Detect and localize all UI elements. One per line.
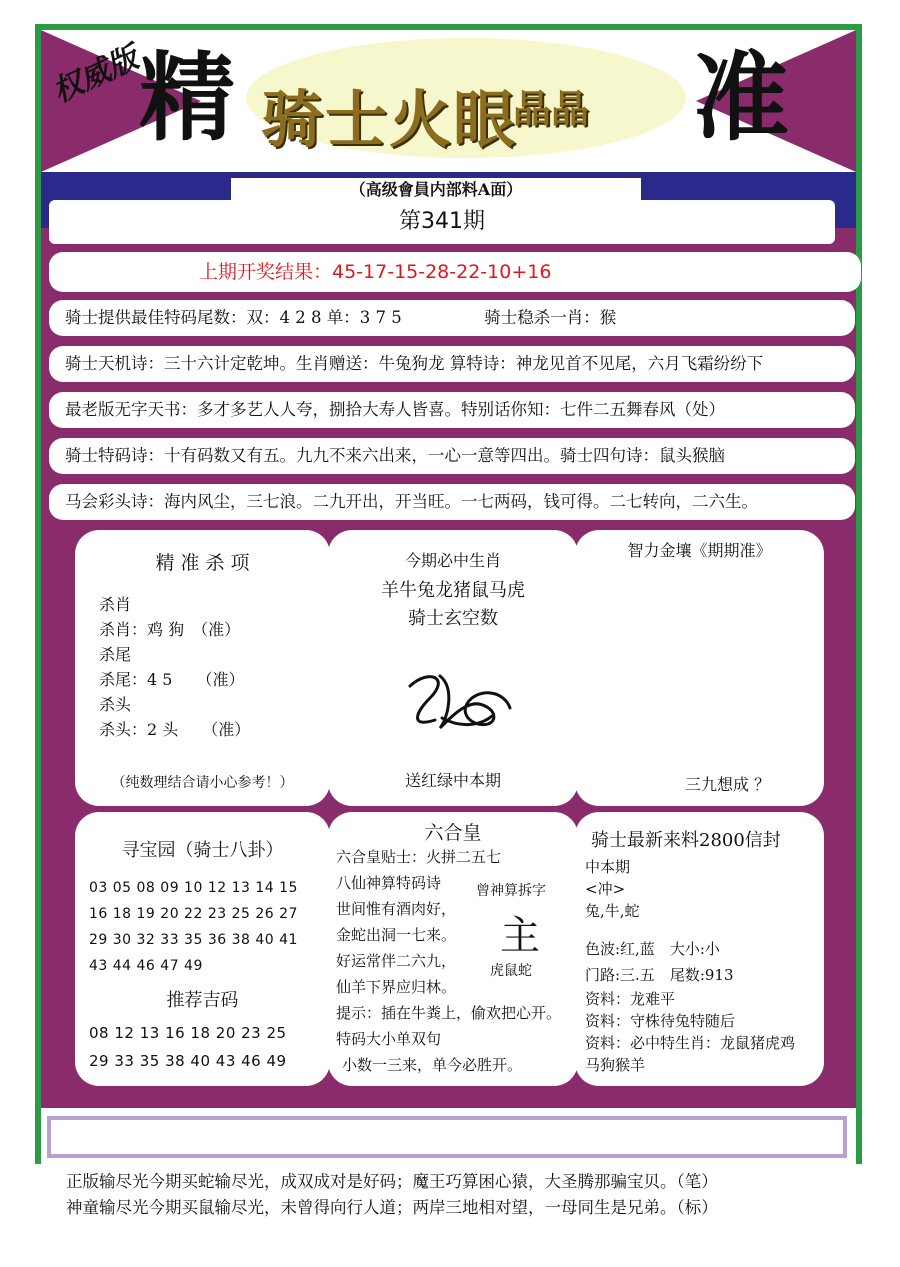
liuhe-side-zodiac: 虎鼠蛇 [490,963,532,979]
treasure-numbers-row: 16 18 19 20 22 23 25 26 27 [89,906,298,922]
latest-title: 骑士最新来料2800信封 [591,830,781,851]
panel-zodiac [328,530,578,806]
kill-line: 杀肖：鸡 狗 （准） [99,620,241,639]
panel-liuhe [328,812,578,1086]
kill-line: 杀尾：4 5 （准） [99,670,245,689]
kill-line: 杀尾 [99,645,132,664]
last-result: 上期开奖结果：45-17-15-28-22-10+16 [49,252,861,292]
zodiac-footer: 送红绿中本期 [404,771,501,790]
header-title: 骑士火眼 [261,83,518,156]
wisdom-title: 智力金壤《期期准》 [627,541,772,560]
wisdom-footer: 三九想成 ？ [685,775,771,794]
header-title-small: 晶晶 [513,86,590,131]
liuhe-line: 六合皇贴士：火拼二五七 [336,848,502,866]
kill-line: 杀头：2 头 （准） [99,720,251,739]
zodiac-subtitle: 骑士玄空数 [408,608,498,629]
header-left-char: 精 [139,41,235,154]
header-right-char: 准 [693,41,789,154]
liuhe-line: 好运常伴二六九， [336,952,457,970]
row-heaven-book: 最老版无字天书：多才多艺人人夸，捌拾大寿人皆喜。特别话你知：七件二五舞春风（处） [49,392,855,428]
recommend-numbers-row: 08 12 13 16 18 20 23 25 [89,1024,287,1042]
zodiac-title: 今期必中生肖 [404,551,501,570]
latest-line: 马狗猴羊 [585,1056,646,1074]
kill-note: （纯数理结合请小心参考！） [111,775,294,791]
row-knight-poem: 骑士天机诗：三十六计定乾坤。生肖赠送：牛兔狗龙 算特诗：神龙见首不见尾，六月飞霜纷纷下 [49,346,855,382]
latest-line: <冲> [585,880,626,898]
kill-line: 杀头 [99,695,132,714]
panel-treasure [75,812,330,1086]
latest-line: 中本期 [585,858,631,876]
edition-badge: 权威版 [47,40,144,111]
treasure-title: 寻宝园（骑士八卦） [121,840,284,861]
footer-strip [41,1108,856,1164]
liuhe-line: 世间惟有酒肉好， [336,900,457,918]
latest-line: 门路:三.五 尾数:913 [585,966,734,984]
panel-wisdom [575,530,824,806]
poster-frame [35,24,862,1164]
liuhe-big-small-line: 小数一三来，单今必胜开。 [342,1056,523,1074]
footer-box [47,1116,847,1158]
subtitle: （高级會員内部料A面） [231,178,641,202]
panel-kill-title: 精 准 杀 项 [155,552,250,574]
header [41,30,856,172]
liuhe-big-small: 特码大小单双句 [336,1030,442,1048]
liuhe-line: 仙羊下界应归林。 [336,978,457,996]
liuhe-side-title: 曾神算拆字 [476,883,546,899]
panel-latest [575,812,824,1086]
zodiac-list: 羊牛兔龙猪鼠马虎 [381,580,525,601]
liuhe-hint: 提示：插在牛粪上，偷欢把心开。 [336,1004,562,1022]
row-lucky-poem: 马会彩头诗：海内风尘，三七浪。二九开出，开当旺。一七两码，钱可得。二七转向，二六生。 [49,484,855,520]
liuhe-side-char: 主 [500,913,540,959]
treasure-numbers-row: 29 30 32 33 35 36 38 40 41 [89,932,298,948]
recommend-title: 推荐吉码 [166,990,239,1011]
recommend-numbers-row: 29 33 35 38 40 43 46 49 [89,1052,287,1070]
latest-line: 色波:红,蓝 大小:小 [585,940,720,958]
kill-line: 杀肖 [99,595,132,614]
signature-scribble [400,658,520,748]
footer-line: 正版输尽光今期买蛇输尽光，成双成对是好码；魔王巧算困心猿，大圣腾那骗宝贝。（笔） [66,1172,718,1191]
liuhe-line: 金蛇出洞一七来。 [336,926,457,944]
latest-line: 兔,牛,蛇 [585,902,640,920]
panel-kill [75,530,330,806]
latest-line: 资料：必中特生肖：龙鼠猪虎鸡 [585,1034,796,1052]
row-special-poem: 骑士特码诗：十有码数又有五。九九不来六出来，一心一意等四出。骑士四句诗：鼠头猴脑 [49,438,855,474]
liuhe-title: 六合皇 [424,822,482,844]
liuhe-line: 八仙神算特码诗 [336,874,442,892]
issue-number: 第341期 [49,200,835,244]
treasure-numbers-row: 43 44 46 47 49 [89,958,203,974]
treasure-numbers-row: 03 05 08 09 10 12 13 14 15 [89,880,298,896]
latest-line: 资料：龙难平 [585,990,676,1008]
latest-line: 资料：守株待兔特随后 [585,1012,736,1030]
footer-line: 神童输尽光今期买鼠输尽光，未曾得向行人道；两岸三地相对望，一母同生是兄弟。（标） [66,1198,718,1217]
row-tail-numbers: 骑士提供最佳特码尾数：双：4 2 8 单：3 7 5 骑士稳杀一肖：猴 [49,300,855,336]
